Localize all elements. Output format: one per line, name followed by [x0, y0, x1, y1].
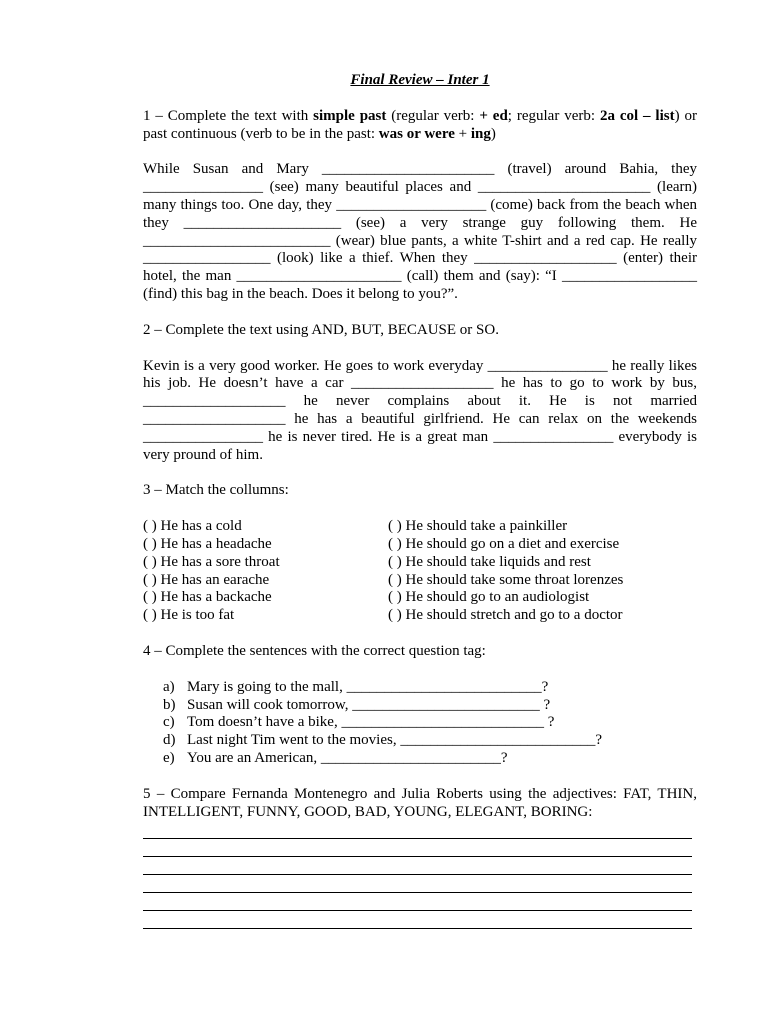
list-item[interactable] — [163, 732, 697, 750]
q5-heading: 5 – Compare Fernanda Montenegro and Julia Roberts using the adjectives: FAT, THIN, INTELLIGENT, FUNNY, GOOD, BAD, YOUNG, ELEGANT, BORING: — [143, 785, 697, 820]
match-right-item[interactable]: ( ) He should take some throat lorenzes — [388, 571, 624, 588]
answer-line[interactable] — [143, 821, 692, 839]
list-item[interactable] — [163, 679, 697, 697]
item-text: Mary is going to the mall, __________________________? — [187, 678, 549, 695]
item-text: Last night Tim went to the movies, __________________________? — [187, 732, 602, 749]
match-right-item[interactable]: ( ) He should go on a diet and exercise — [388, 535, 620, 552]
match-left-item[interactable]: ( ) He has an earache — [143, 571, 270, 588]
match-right-item[interactable]: ( ) He should take a painkiller — [388, 518, 568, 535]
match-left-item[interactable]: ( ) He has a cold — [143, 518, 242, 535]
item-letter: b) — [163, 696, 176, 713]
q1-text-i: + — [454, 125, 471, 142]
list-item[interactable] — [163, 714, 697, 732]
match-left-item[interactable]: ( ) He has a sore throat — [143, 553, 280, 570]
q1-text-d: + ed — [479, 107, 508, 124]
match-right-item[interactable]: ( ) He should take liquids and rest — [388, 553, 591, 570]
match-right-item[interactable]: ( ) He should stretch and go to a doctor — [388, 607, 623, 624]
item-text: Susan will cook tomorrow, _________________________ ? — [187, 696, 551, 713]
item-letter: e) — [163, 749, 175, 766]
answer-line[interactable] — [143, 875, 692, 893]
item-letter: a) — [163, 678, 175, 695]
list-item[interactable] — [163, 750, 697, 768]
item-letter: c) — [163, 714, 175, 731]
item-text: Tom doesn’t have a bike, ___________________________ ? — [187, 714, 555, 731]
q4-heading: 4 – Complete the sentences with the correct question tag: — [143, 642, 486, 659]
page-title: Final Review – Inter 1 — [350, 72, 490, 88]
q1-text-e: ; regular verb: — [507, 107, 600, 124]
q1-instructions — [143, 108, 697, 144]
question-tag-list — [143, 679, 697, 768]
q1-paragraph[interactable]: While Susan and Mary _______________________ (travel) around Bahia, they ________________ (see) many beautiful places and _______________________ (learn) many things too. One day, they ____________________ (come) back from the beach when they _____________________ (see) a very strange guy following them. He _________________________ (wear) blue pants, a white T-shirt and a red cap. He really _________________ (look) like a thief. When they ___________________ (enter) their hotel, the man ______________________ (call) them and (say): “I __________________ (find) this bag in the beach. Does it belong to you?”. — [143, 161, 697, 302]
match-columns — [143, 518, 697, 625]
q2-paragraph[interactable]: Kevin is a very good worker. He goes to work everyday ________________ he really likes his job. He doesn’t have a car ___________________ he has to go to work by bus, ___________________ he never complains about it. He is not married ___________________ he has a beautiful girlfriend. He can relax on the weekends ________________ he is never tired. He is a great man ________________ everybody is very pround of him. — [143, 357, 697, 463]
q1-text-h: was or were — [378, 125, 455, 142]
q1-text-f: 2a col – list — [599, 107, 675, 124]
q2-heading: 2 – Complete the text using AND, BUT, BECAUSE or SO. — [143, 321, 499, 338]
q1-text-g: ) or past continuous (verb to be in the past: — [143, 107, 697, 142]
list-item[interactable] — [163, 697, 697, 715]
match-left-item[interactable]: ( ) He has a headache — [143, 535, 272, 552]
answer-line[interactable] — [143, 911, 692, 929]
q1-text-j: ing — [470, 125, 491, 142]
match-left-item[interactable]: ( ) He is too fat — [143, 607, 235, 624]
answer-line[interactable] — [143, 839, 692, 857]
match-left-item[interactable]: ( ) He has a backache — [143, 589, 272, 606]
match-right-item[interactable]: ( ) He should go to an audiologist — [388, 589, 590, 606]
q1-text-a: 1 – Complete the text with — [143, 107, 314, 124]
answer-line[interactable] — [143, 857, 692, 875]
q3-heading: 3 – Match the collumns: — [143, 482, 289, 499]
item-letter: d) — [163, 732, 176, 749]
answer-line[interactable] — [143, 893, 692, 911]
item-text: You are an American, ________________________? — [187, 749, 508, 766]
q1-text-b: simple past — [313, 107, 387, 124]
worksheet — [143, 72, 697, 929]
q1-text-c: (regular verb: — [386, 107, 480, 124]
q1-text-k: ) — [490, 125, 496, 142]
